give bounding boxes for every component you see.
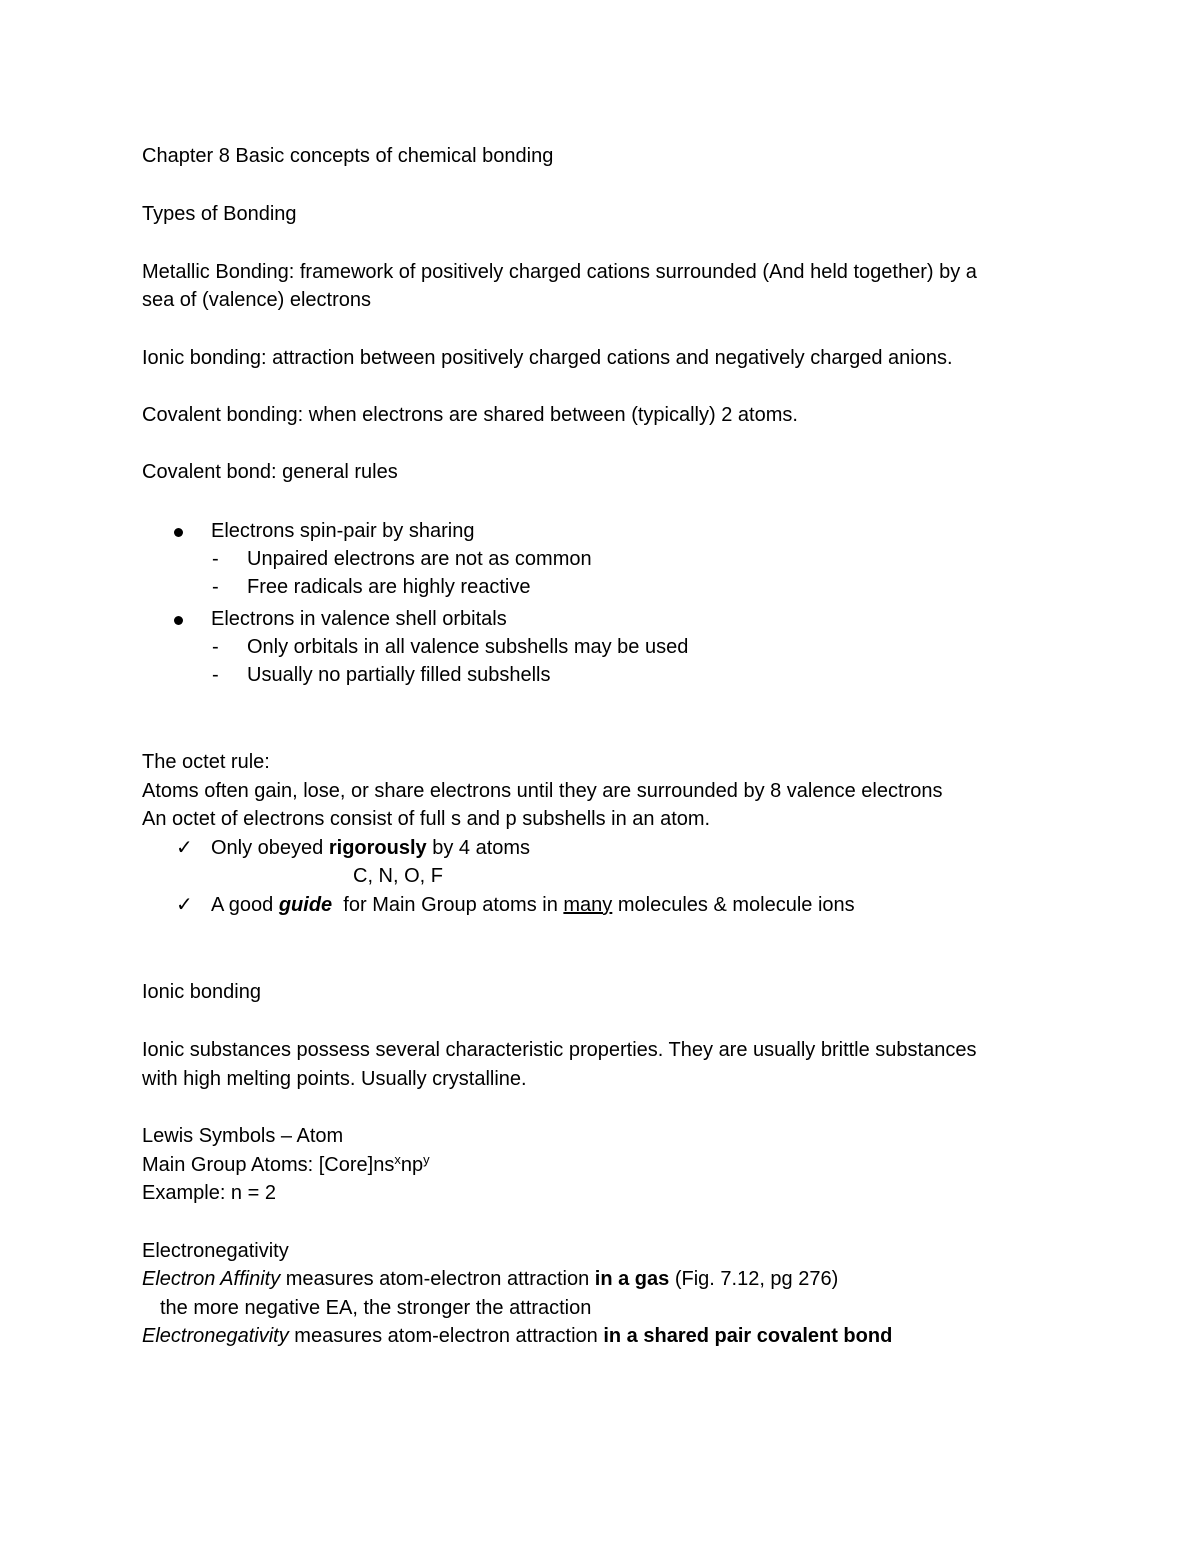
ionic-definition: Ionic bonding: attraction between positively charged cations and negatively charged anions.	[142, 347, 953, 369]
electronegativity-line	[142, 1322, 892, 1350]
octet-heading: The octet rule:	[142, 751, 270, 773]
superscript-x: x	[394, 1152, 401, 1167]
types-heading: Types of Bonding	[142, 203, 297, 225]
ionic-line-1: Ionic substances possess several characteristic properties. They are usually brittle substances	[142, 1039, 977, 1061]
check-item-1	[211, 834, 530, 862]
dash-icon: -	[212, 576, 219, 598]
ionic-line-2: with high melting points. Usually crystalline.	[142, 1068, 527, 1090]
check-item-2	[211, 891, 855, 919]
bullet-item: Electrons spin-pair by sharing	[211, 520, 475, 542]
sub-bullet-item: Unpaired electrons are not as common	[247, 548, 592, 570]
lewis-text: Main Group Atoms: [Core]ns	[142, 1154, 395, 1176]
metallic-line-1: Metallic Bonding: framework of positively charged cations surrounded (And held together) by a	[142, 261, 977, 283]
page-title: Chapter 8 Basic concepts of chemical bonding	[142, 145, 554, 167]
dash-icon: -	[212, 636, 219, 658]
ea-bold: in a gas	[594, 1268, 670, 1290]
bullet-item: Electrons in valence shell orbitals	[211, 608, 507, 630]
check-item-text: by 4 atoms	[426, 837, 531, 859]
covalent-definition: Covalent bonding: when electrons are shared between (typically) 2 atoms.	[142, 404, 798, 426]
superscript-y: y	[423, 1152, 430, 1167]
octet-line-1: Atoms often gain, lose, or share electrons until they are surrounded by 8 valence electrons	[142, 780, 943, 802]
check-item-text: molecules & molecule ions	[612, 894, 855, 916]
sub-bullet-item: Free radicals are highly reactive	[247, 576, 531, 598]
ea-text: (Fig. 7.12, pg 276)	[669, 1268, 839, 1290]
ea-note: the more negative EA, the stronger the attraction	[160, 1297, 592, 1319]
check-item-bold: rigorously	[328, 837, 427, 859]
covalent-rules-heading: Covalent bond: general rules	[142, 461, 398, 483]
sub-bullet-item: Usually no partially filled subshells	[247, 664, 551, 686]
check-item-text: for Main Group atoms in	[332, 894, 564, 916]
ionic-heading: Ionic bonding	[142, 981, 261, 1003]
electron-affinity-line	[142, 1265, 838, 1293]
checkmark-icon: ✓	[176, 894, 193, 916]
en-term: Electronegativity	[142, 1325, 289, 1347]
ea-term: Electron Affinity	[142, 1268, 281, 1290]
metallic-line-2: sea of (valence) electrons	[142, 289, 372, 311]
octet-atoms: C, N, O, F	[353, 865, 443, 887]
lewis-example: Example: n = 2	[142, 1182, 276, 1204]
check-item-underline: many	[563, 894, 613, 916]
check-item-bold-italic: guide	[278, 894, 333, 916]
electronegativity-heading: Electronegativity	[142, 1240, 289, 1262]
check-item-text: A good	[211, 894, 279, 916]
dash-icon: -	[212, 664, 219, 686]
check-item-text: Only obeyed	[211, 837, 329, 859]
en-bold: in a shared pair covalent bond	[603, 1325, 893, 1347]
checkmark-icon: ✓	[176, 837, 193, 859]
lewis-text: np	[400, 1154, 424, 1176]
sub-bullet-item: Only orbitals in all valence subshells may be used	[247, 636, 689, 658]
octet-line-2: An octet of electrons consist of full s and p subshells in an atom.	[142, 808, 711, 830]
dash-icon: -	[212, 548, 219, 570]
lewis-main-group	[142, 1151, 430, 1179]
bullet-dot-icon	[174, 616, 183, 625]
bullet-dot-icon	[174, 528, 183, 537]
ea-text: measures atom-electron attraction	[280, 1268, 595, 1290]
en-text: measures atom-electron attraction	[288, 1325, 604, 1347]
lewis-heading: Lewis Symbols – Atom	[142, 1125, 344, 1147]
